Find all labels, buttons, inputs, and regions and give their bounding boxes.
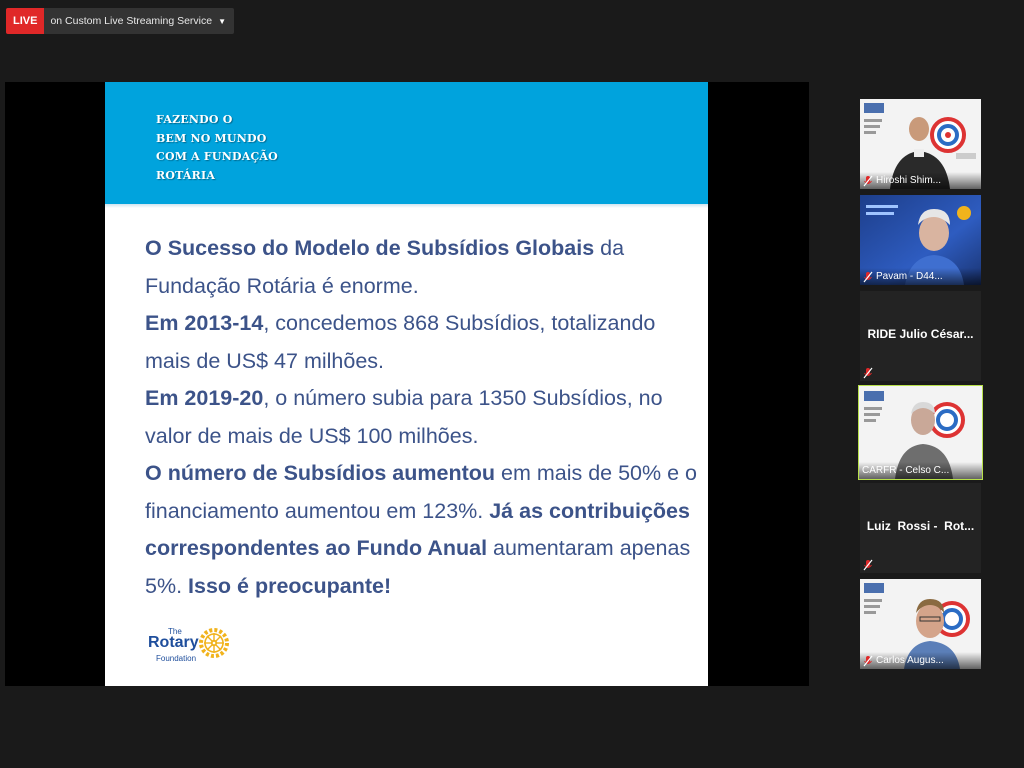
slide-heading-line: FAZENDO O bbox=[156, 113, 233, 126]
bold-text: O Sucesso do Modelo de Subsídios Globais bbox=[145, 236, 595, 260]
participant-name: CARFR - Celso C... bbox=[862, 465, 950, 476]
participant-name: Carlos Augus... bbox=[876, 655, 944, 666]
muted-mic-icon bbox=[863, 367, 873, 379]
slide-heading bbox=[156, 111, 278, 185]
body-text: da Fundação Rotária é enorme. bbox=[145, 236, 625, 298]
logo-text: Rotary bbox=[148, 634, 199, 651]
body-text: , concedemos 868 Subsídios, totalizando mais de US$ 47 milhões. bbox=[145, 311, 656, 373]
muted-mic-icon bbox=[863, 271, 873, 283]
slide-paragraph bbox=[145, 305, 700, 380]
bold-text: Já as contribuições correspondentes ao Fundo Anual bbox=[145, 498, 690, 560]
participant-tile[interactable] bbox=[860, 99, 981, 189]
muted-mic-icon bbox=[863, 175, 873, 187]
muted-mic-icon bbox=[863, 655, 873, 667]
live-service-label: on Custom Live Streaming Service bbox=[50, 15, 213, 27]
body-text: , o número subia para 1350 Subsídios, no valor de mais de US$ 100 milhões. bbox=[145, 386, 663, 448]
bold-text: Isso é preocupante! bbox=[188, 573, 392, 598]
logo-text: Foundation bbox=[156, 654, 197, 663]
bold-text: Em 2013-14 bbox=[145, 311, 264, 335]
muted-mic-icon bbox=[863, 559, 873, 571]
logo-text: The bbox=[168, 627, 182, 636]
participant-tile[interactable] bbox=[860, 483, 981, 573]
bold-text: O número de Subsídios aumentou bbox=[145, 461, 496, 485]
participant-tile-active-speaker[interactable] bbox=[859, 386, 982, 479]
rotary-foundation-logo bbox=[148, 627, 238, 669]
presentation-slide bbox=[105, 82, 708, 686]
slide-body bbox=[145, 230, 700, 605]
slide-heading-line: ROTÁRIA bbox=[156, 168, 216, 182]
participant-name: Hiroshi Shim... bbox=[876, 175, 942, 186]
body-text: em mais de 50% e o financiamento aumentou em 123%. bbox=[145, 461, 697, 523]
chevron-down-icon: ▼ bbox=[218, 16, 227, 26]
live-service-dropdown[interactable] bbox=[44, 8, 234, 34]
live-stream-bar[interactable] bbox=[6, 8, 234, 34]
slide-paragraph bbox=[145, 380, 700, 455]
slide-paragraph bbox=[145, 230, 700, 305]
body-text: aumentaram apenas 5%. bbox=[145, 536, 691, 598]
bold-text: Em 2019-20 bbox=[145, 386, 264, 410]
slide-paragraph bbox=[145, 455, 700, 605]
participant-name: Pavam - D44... bbox=[876, 271, 943, 282]
participant-name: Luiz Rossi - Rot... bbox=[866, 519, 975, 533]
live-badge: LIVE bbox=[6, 8, 44, 34]
participant-tile[interactable] bbox=[860, 579, 981, 669]
slide-heading-line: BEM NO MUNDO bbox=[156, 131, 267, 145]
slide-heading-line: COM A FUNDAÇÃO bbox=[156, 150, 278, 163]
participant-tile[interactable] bbox=[860, 195, 981, 285]
participant-name: RIDE Julio César... bbox=[867, 327, 974, 341]
participant-tile[interactable] bbox=[860, 291, 981, 381]
shared-screen bbox=[5, 82, 809, 686]
rotary-wheel-icon bbox=[198, 627, 230, 659]
